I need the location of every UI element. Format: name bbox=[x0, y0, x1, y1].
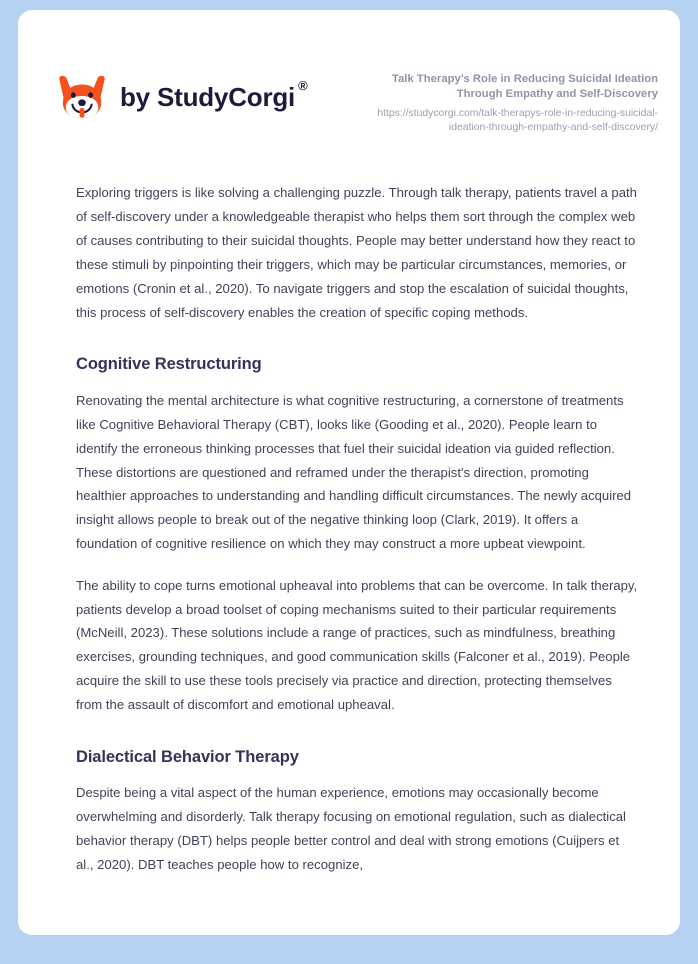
section-heading: Dialectical Behavior Therapy bbox=[76, 747, 299, 766]
registered-trademark-icon: ® bbox=[298, 77, 308, 93]
document-body bbox=[18, 181, 680, 876]
body-paragraph: Despite being a vital aspect of the human experience, emotions may occasionally become overwhelming and disorderly. Talk therapy focusing on emotional regulation, such as dialectical behavior therapy (DBT) helps people better control and deal with strong emotions (Cuijpers et al., 2020). DBT teaches people how to recognize, bbox=[76, 785, 626, 872]
brand-logo bbox=[58, 68, 307, 120]
article-title: Talk Therapy’s Role in Reducing Suicidal Ideation Through Empathy and Self-Discovery bbox=[391, 73, 658, 100]
body-paragraph: Renovating the mental architecture is what cognitive restructuring, a cornerstone of treatments like Cognitive Behavioral Therapy (CBT), looks like (Gooding et al., 2020). People learn to identify the erroneous thinking processes that fuel their suicidal ideation via guided reflection. These distortions are questioned and reframed under the therapist's direction, promoting healthier approaches to understanding and handling difficult circumstances. The newly acquired insight allows people to break out of the negative thinking loop (Clark, 2019). It offers a foundation of cognitive resilience on which they may construct a more upbeat viewpoint. bbox=[76, 393, 632, 551]
brand-name bbox=[120, 77, 308, 113]
body-paragraph: The ability to cope turns emotional upheaval into problems that can be overcome. In talk therapy, patients develop a broad toolset of coping mechanisms suited to their particular requirements (McNeill, 2023). These solutions include a range of practices, such as mindfulness, breathing exercises, grounding techniques, and good communication skills (Falconer et al., 2019). People acquire the skill to use these tools precisely via practice and direction, protecting themselves from the assault of discomfort and emotional upheaval. bbox=[76, 577, 638, 712]
article-url[interactable]: https://studycorgi.com/talk-therapys-role-in-reducing-suicidal-ideation-through-empathy-and-self-discovery/ bbox=[377, 107, 658, 133]
section-heading: Cognitive Restructuring bbox=[76, 355, 262, 374]
body-paragraph: Exploring triggers is like solving a challenging puzzle. Through talk therapy, patients travel a path of self-discovery under a knowledgeable therapist who helps them sort through the complex web of causes contributing to their suicidal thoughts. People may better understand how they react to these stimuli by pinpointing their triggers, which may be particular circumstances, memories, or emotions (Cronin et al., 2020). To navigate triggers and stop the escalation of suicidal thoughts, this process of self-discovery enables the creation of specific coping methods. bbox=[76, 185, 637, 320]
brand-name-text: by StudyCorgi bbox=[120, 81, 296, 112]
corgi-logo-icon bbox=[58, 74, 106, 120]
document-page bbox=[18, 10, 680, 935]
document-header bbox=[18, 10, 680, 134]
document-meta bbox=[348, 68, 658, 134]
